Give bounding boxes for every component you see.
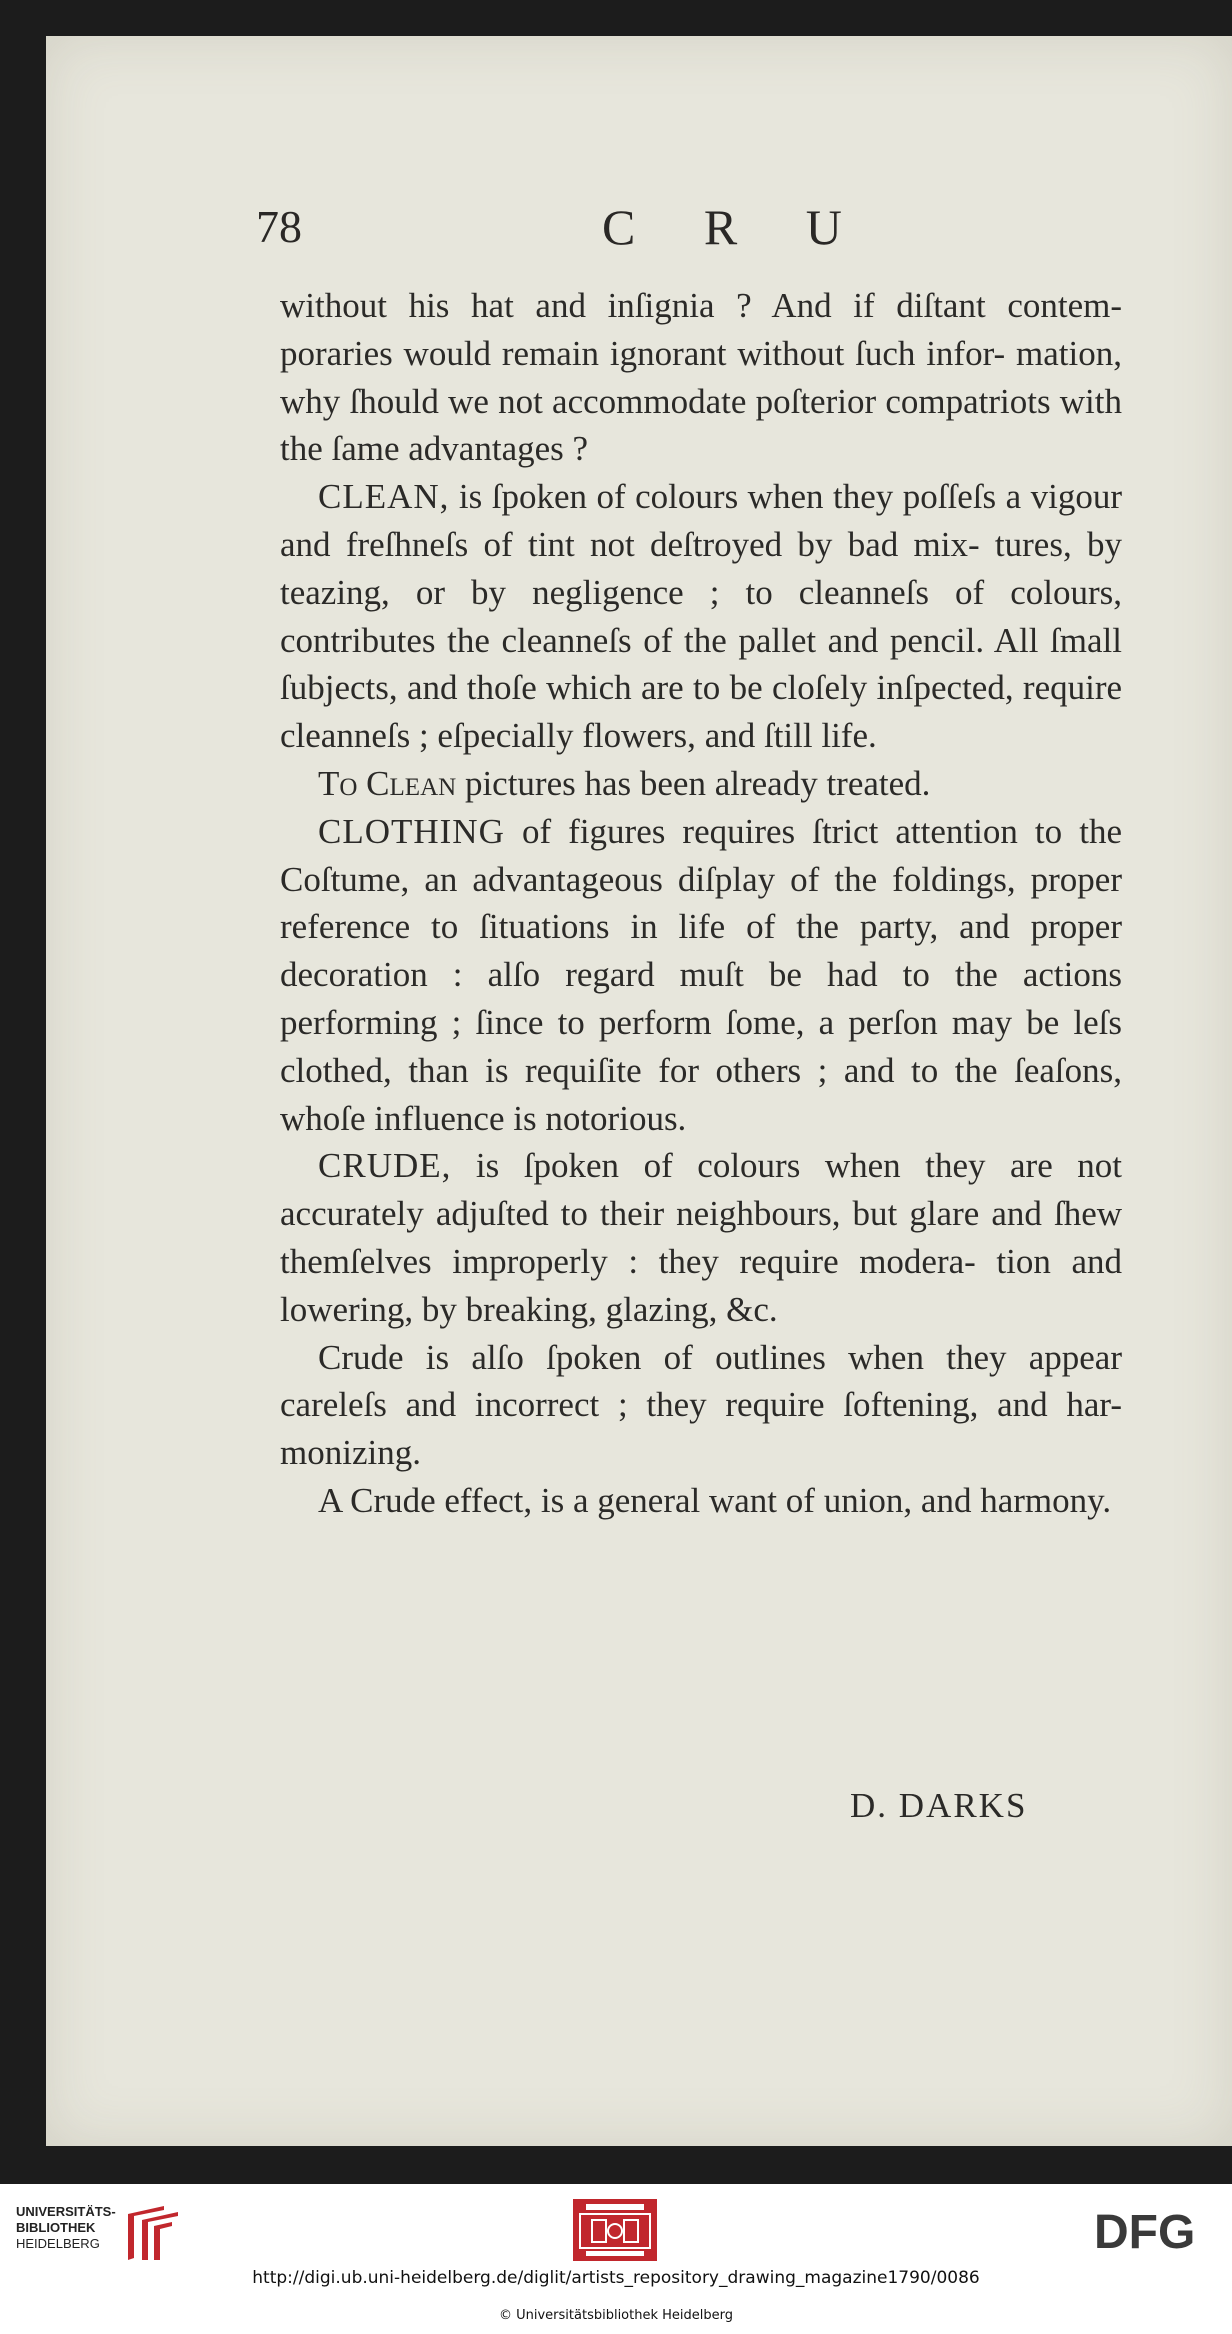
text-line: pictures has been already treated. — [456, 763, 931, 803]
text-line: to the ſeaſons, whoſe influence is notorious. — [280, 1050, 1123, 1138]
entry-term: CLEAN, — [318, 477, 450, 517]
text-line: vigour and freſhneſs of tint not deſtroyed by bad mix- — [280, 477, 1122, 564]
text-line: poraries would remain ignorant without ſuch infor- — [280, 333, 1006, 373]
library-logo-line: UNIVERSITÄTS- — [16, 2204, 116, 2219]
running-head: C R U — [602, 199, 870, 255]
paragraph-crude-effect — [280, 1477, 1122, 1525]
page-header — [232, 180, 1132, 260]
copyright-notice: © Universitätsbibliothek Heidelberg — [498, 2308, 733, 2323]
text-line: Crude is alſo ſpoken of outlines when they appear — [318, 1337, 1122, 1377]
paragraph-clean — [280, 473, 1122, 760]
seal-icon — [572, 2198, 658, 2262]
text-line: of figures requires ſtrict attention to — [504, 811, 1063, 851]
entry-term: CLOTHING — [318, 811, 505, 851]
text-line: the Coſtume, an advantageous diſplay of the foldings, — [280, 811, 1122, 899]
library-logo-line: HEIDELBERG — [16, 2236, 100, 2251]
text-line: is ſpoken of colours when they are not — [451, 1146, 1122, 1186]
text-line: tures, by teazing, or by negligence ; to cleanneſs of — [280, 524, 1122, 612]
paragraph-crude-outlines — [280, 1334, 1122, 1477]
viewer-footer — [0, 2184, 1232, 2334]
text-line: harmony. — [980, 1480, 1112, 1520]
paragraph-crude — [280, 1142, 1122, 1333]
text-line: colours, contributes the cleanneſs of the pallet and — [280, 572, 1122, 660]
text-line: A Crude effect, is a general want of union, and — [318, 1480, 972, 1520]
text-line: proper reference to ſituations in life of the party, and — [280, 859, 1122, 947]
paragraph-clothing — [280, 808, 1122, 1143]
text-line: actions performing ; ſince to perform ſome, a perſon — [280, 955, 1122, 1042]
library-logo-text — [16, 2204, 116, 2252]
text-line: without his hat and inſignia ? And if diſtant contem- — [280, 286, 1122, 325]
permalink-url[interactable]: http://digi.ub.uni-heidelberg.de/diglit/artists_repository_drawing_magazine1790/0086 — [252, 2268, 980, 2288]
text-line: monizing. — [280, 1433, 421, 1473]
body-text — [280, 282, 1122, 1525]
text-line: pencil. All ſmall ſubjects, and thoſe which are to be — [280, 620, 1122, 708]
text-line: is ſpoken of colours when they poſſeſs a — [449, 477, 1022, 517]
text-line: accurately adjuſted to their neighbours, but glare and — [280, 1194, 1042, 1234]
dfg-logo-icon — [1094, 2208, 1218, 2254]
text-line: compatriots with the ſame advantages ? — [280, 381, 1123, 469]
page-number: 78 — [256, 201, 302, 252]
text-line: proper decoration : alſo regard muſt be had to the — [280, 907, 1122, 995]
text-line: ſhew themſelves improperly : they require modera- — [280, 1194, 1123, 1281]
text-line: careleſs and incorrect ; they require ſoftening, and har- — [280, 1385, 1122, 1425]
library-logo-line: BIBLIOTHEK — [16, 2220, 96, 2235]
text-line: mation, why ſhould we not accommodate poſterior — [280, 333, 1122, 421]
library-logo[interactable] — [16, 2204, 176, 2264]
paragraph-to-clean — [280, 760, 1122, 808]
catchword: D. DARKS — [850, 1786, 1028, 1825]
text-line: tion and lowering, by breaking, glazing, &c. — [280, 1241, 1123, 1329]
text-line: may be leſs clothed, than is requiſite for others ; and — [280, 1002, 1123, 1090]
text-line: cloſely inſpected, require cleanneſs ; eſpecially flowers, — [280, 668, 1123, 756]
entry-term: To Clean — [318, 763, 457, 803]
library-mark-icon — [124, 2204, 182, 2262]
dfg-logo-text: DFG — [1094, 2208, 1196, 2254]
entry-term: CRUDE, — [318, 1146, 452, 1186]
text-line: and ſtill life. — [704, 716, 877, 756]
paragraph-intro — [280, 282, 1122, 473]
